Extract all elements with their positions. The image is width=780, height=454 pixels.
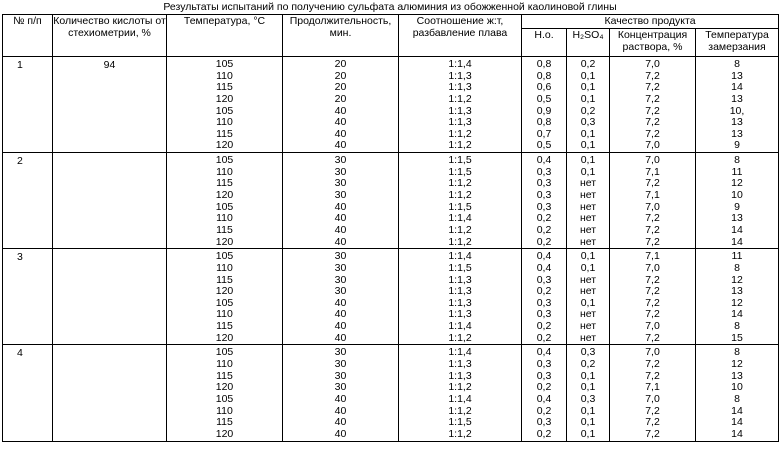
column-h2so4-cell: [567, 249, 610, 345]
freezing-temp-cell: 13: [731, 116, 743, 129]
h2so4-cell: нет: [579, 177, 597, 190]
column-ratio-cell: [399, 249, 522, 345]
h2so4-cell: 0,1: [580, 154, 596, 167]
duration-cell: 40: [334, 308, 347, 321]
insoluble-cell: 0,3: [536, 189, 552, 202]
concentration-cell: 7,2: [645, 81, 660, 94]
duration-cell: 40: [334, 427, 347, 440]
h2so4-cell: 0,1: [580, 296, 596, 309]
temperature-cell: 105: [215, 392, 234, 405]
temperature-cell: 115: [216, 223, 233, 236]
duration-cell: 30: [334, 177, 347, 190]
temperature-cell: 120: [215, 331, 234, 344]
acid-amount: 94: [53, 57, 167, 153]
concentration-cell: 7,0: [645, 58, 660, 70]
column-temperature-cell: [167, 249, 283, 345]
ratio-cell: 1:1,2: [448, 92, 472, 105]
freezing-temp-cell: 10: [731, 381, 743, 394]
h2so4-cell: 0,1: [580, 369, 596, 382]
h2so4-cell: 0,1: [580, 165, 596, 178]
column-insoluble-cell: [522, 57, 567, 153]
ratio-cell: 1:1,3: [448, 308, 472, 321]
header-temperature: Температура, °С: [167, 15, 283, 57]
results-body: [3, 57, 779, 442]
concentration-cell: 7,2: [645, 358, 660, 371]
column-duration-cell: [283, 249, 399, 345]
ratio-cell: 1:1,3: [448, 104, 472, 117]
concentration-cell: 7,2: [645, 331, 660, 344]
column-h2so4-cell: [567, 153, 610, 249]
column-insoluble-cell: [522, 249, 567, 345]
freezing-temp-cell: 14: [731, 308, 743, 321]
duration-cell: 30: [334, 189, 347, 202]
insoluble-cell: 0,8: [536, 116, 552, 129]
column-ratio-cell: [399, 153, 522, 249]
h2so4-cell: 0,3: [580, 392, 596, 405]
duration-cell: 30: [334, 154, 347, 167]
temperature-cell: 120: [215, 285, 234, 298]
ratio-cell: 1:1,2: [448, 235, 472, 248]
insoluble-cell: 0,2: [536, 285, 552, 298]
temperature-cell: 120: [215, 189, 234, 202]
freezing-temp-cell: 9: [734, 139, 740, 152]
insoluble-cell: 0,3: [536, 308, 552, 321]
ratio-cell: 1:1,2: [448, 404, 472, 417]
freezing-temp-cell: 14: [731, 223, 743, 236]
insoluble-cell: 0,3: [536, 200, 552, 213]
results-table: [2, 14, 779, 442]
concentration-cell: 7,2: [645, 69, 660, 82]
h2so4-cell: нет: [579, 189, 597, 202]
freezing-temp-cell: 13: [731, 92, 743, 105]
duration-cell: 30: [334, 165, 347, 178]
ratio-cell: 1:1,4: [448, 58, 472, 70]
concentration-cell: 7,2: [645, 404, 660, 417]
insoluble-cell: 0,4: [536, 154, 552, 167]
column-concentration-cell: [610, 153, 696, 249]
h2so4-cell: 0,1: [580, 427, 596, 440]
insoluble-cell: 0,4: [536, 346, 552, 359]
freezing-temp-cell: 8: [734, 261, 740, 274]
duration-cell: 30: [334, 250, 347, 263]
duration-cell: 40: [334, 320, 347, 333]
freezing-temp-cell: 13: [731, 369, 743, 382]
ratio-cell: 1:1,2: [448, 189, 472, 202]
h2so4-cell: 0,1: [580, 381, 596, 394]
duration-cell: 40: [334, 116, 347, 129]
temperature-cell: 110: [216, 212, 233, 225]
temperature-cell: 115: [216, 369, 233, 382]
acid-amount: [53, 249, 167, 345]
duration-cell: 30: [334, 273, 347, 286]
h2so4-cell: нет: [579, 273, 597, 286]
freezing-temp-cell: 14: [731, 416, 743, 429]
temperature-cell: 120: [215, 92, 234, 105]
temperature-cell: 110: [216, 69, 233, 82]
insoluble-cell: 0,2: [536, 223, 552, 236]
group-number: 3: [3, 249, 53, 345]
concentration-cell: 7,0: [645, 139, 660, 152]
temperature-cell: 120: [215, 139, 234, 152]
temperature-cell: 120: [215, 381, 234, 394]
temperature-cell: 105: [215, 104, 234, 117]
duration-cell: 40: [334, 212, 347, 225]
temperature-cell: 110: [216, 261, 233, 274]
column-concentration-cell: [610, 249, 696, 345]
concentration-cell: 7,2: [645, 416, 660, 429]
ratio-cell: 1:1,5: [448, 154, 472, 167]
column-freezing-temp-cell: [696, 345, 779, 441]
freezing-temp-cell: 8: [734, 346, 740, 359]
column-freezing-temp-cell: [696, 153, 779, 249]
insoluble-cell: 0,2: [536, 404, 552, 417]
concentration-cell: 7,2: [645, 235, 660, 248]
concentration-cell: 7,1: [645, 165, 660, 178]
freezing-temp-cell: 14: [731, 427, 743, 440]
header-ratio: Соотношение ж:т, разбавление плава: [399, 15, 522, 57]
duration-cell: 30: [334, 261, 347, 274]
header-concentration: Концентрация раствора, %: [610, 29, 696, 57]
column-freezing-temp-cell: [696, 57, 779, 153]
ratio-cell: 1:1,5: [448, 261, 472, 274]
concentration-cell: 7,2: [645, 177, 660, 190]
temperature-cell: 110: [216, 165, 233, 178]
table-row: [3, 249, 779, 345]
column-h2so4-cell: [567, 345, 610, 441]
h2so4-cell: нет: [579, 223, 597, 236]
table-row: [3, 57, 779, 153]
ratio-cell: 1:1,5: [448, 200, 472, 213]
ratio-cell: 1:1,4: [448, 346, 472, 359]
freezing-temp-cell: 11: [731, 250, 743, 263]
duration-cell: 30: [334, 358, 347, 371]
duration-cell: 40: [334, 331, 347, 344]
h2so4-cell: нет: [579, 308, 597, 321]
ratio-cell: 1:1,3: [448, 358, 472, 371]
temperature-cell: 110: [216, 116, 233, 129]
ratio-cell: 1:1,5: [448, 165, 472, 178]
duration-cell: 40: [334, 223, 347, 236]
insoluble-cell: 0,3: [536, 358, 552, 371]
concentration-cell: 7,2: [645, 92, 660, 105]
duration-cell: 40: [334, 139, 347, 152]
column-insoluble-cell: [522, 345, 567, 441]
h2so4-cell: 0,2: [580, 58, 596, 70]
duration-cell: 30: [334, 381, 347, 394]
ratio-cell: 1:1,3: [448, 116, 472, 129]
freezing-temp-cell: 15: [731, 331, 743, 344]
column-concentration-cell: [610, 57, 696, 153]
ratio-cell: 1:1,2: [448, 223, 472, 236]
duration-cell: 40: [334, 416, 347, 429]
ratio-cell: 1:1,3: [448, 69, 472, 82]
concentration-cell: 7,2: [645, 223, 660, 236]
column-duration-cell: [283, 153, 399, 249]
insoluble-cell: 0,3: [536, 296, 552, 309]
duration-cell: 30: [334, 285, 347, 298]
insoluble-cell: 0,5: [536, 92, 552, 105]
freezing-temp-cell: 10,: [729, 104, 745, 117]
freezing-temp-cell: 8: [734, 58, 740, 70]
freezing-temp-cell: 13: [731, 127, 743, 140]
h2so4-cell: 0,1: [580, 250, 596, 263]
insoluble-cell: 0,4: [536, 250, 552, 263]
insoluble-cell: 0,4: [536, 392, 552, 405]
h2so4-cell: нет: [579, 320, 597, 333]
concentration-cell: 7,2: [645, 296, 660, 309]
temperature-cell: 115: [216, 127, 233, 140]
header-quality: Качество продукта: [522, 15, 779, 29]
column-temperature-cell: [167, 345, 283, 441]
column-concentration-cell: [610, 345, 696, 441]
insoluble-cell: 0,2: [536, 331, 552, 344]
ratio-cell: 1:1,2: [448, 177, 472, 190]
column-duration-cell: [283, 345, 399, 441]
duration-cell: 30: [334, 369, 347, 382]
h2so4-cell: 0,1: [580, 69, 596, 82]
duration-cell: 40: [334, 296, 347, 309]
temperature-cell: 110: [216, 404, 233, 417]
h2so4-cell: нет: [579, 212, 597, 225]
freezing-temp-cell: 11: [731, 165, 743, 178]
ratio-cell: 1:1,3: [448, 81, 472, 94]
ratio-cell: 1:1,3: [448, 285, 472, 298]
temperature-cell: 120: [215, 427, 234, 440]
h2so4-cell: нет: [579, 235, 597, 248]
insoluble-cell: 0,2: [536, 381, 552, 394]
concentration-cell: 7,0: [645, 200, 660, 213]
duration-cell: 30: [334, 346, 347, 359]
concentration-cell: 7,0: [645, 392, 660, 405]
ratio-cell: 1:1,4: [448, 320, 472, 333]
column-temperature-cell: [167, 57, 283, 153]
temperature-cell: 105: [215, 296, 234, 309]
ratio-cell: 1:1,2: [448, 381, 472, 394]
freezing-temp-cell: 12: [731, 296, 743, 309]
table-row: [3, 345, 779, 441]
freezing-temp-cell: 10: [731, 189, 743, 202]
insoluble-cell: 0,2: [536, 212, 552, 225]
temperature-cell: 105: [215, 58, 234, 70]
freezing-temp-cell: 9: [734, 200, 740, 213]
freezing-temp-cell: 8: [734, 392, 740, 405]
duration-cell: 40: [334, 200, 347, 213]
concentration-cell: 7,0: [645, 320, 660, 333]
temperature-cell: 105: [215, 346, 234, 359]
h2so4-cell: 0,1: [580, 127, 596, 140]
insoluble-cell: 0,3: [536, 177, 552, 190]
insoluble-cell: 0,2: [536, 427, 552, 440]
insoluble-cell: 0,3: [536, 165, 552, 178]
concentration-cell: 7,0: [645, 154, 660, 167]
concentration-cell: 7,2: [645, 127, 660, 140]
freezing-temp-cell: 13: [731, 212, 743, 225]
duration-cell: 20: [334, 69, 347, 82]
header-num: № п/п: [3, 15, 53, 57]
h2so4-cell: 0,1: [580, 81, 596, 94]
ratio-cell: 1:1,2: [448, 139, 472, 152]
concentration-cell: 7,2: [645, 427, 660, 440]
ratio-cell: 1:1,4: [448, 250, 472, 263]
group-number: 1: [3, 57, 53, 153]
column-ratio-cell: [399, 345, 522, 441]
ratio-cell: 1:1,2: [448, 331, 472, 344]
insoluble-cell: 0,8: [536, 58, 552, 70]
concentration-cell: 7,2: [645, 212, 660, 225]
group-number: 2: [3, 153, 53, 249]
acid-amount: [53, 153, 167, 249]
freezing-temp-cell: 12: [731, 358, 743, 371]
column-freezing-temp-cell: [696, 249, 779, 345]
freezing-temp-cell: 13: [731, 69, 743, 82]
concentration-cell: 7,1: [645, 381, 660, 394]
temperature-cell: 120: [215, 235, 234, 248]
column-ratio-cell: [399, 57, 522, 153]
freezing-temp-cell: 12: [731, 177, 743, 190]
concentration-cell: 7,2: [645, 285, 660, 298]
h2so4-cell: 0,1: [580, 92, 596, 105]
duration-cell: 40: [334, 392, 347, 405]
column-insoluble-cell: [522, 153, 567, 249]
h2so4-cell: нет: [579, 285, 597, 298]
column-h2so4-cell: [567, 57, 610, 153]
ratio-cell: 1:1,3: [448, 369, 472, 382]
column-temperature-cell: [167, 153, 283, 249]
temperature-cell: 110: [216, 358, 233, 371]
header-h2so4: H₂SO₄: [567, 29, 610, 57]
temperature-cell: 105: [215, 154, 234, 167]
header-duration: Продолжительность, мин.: [283, 15, 399, 57]
ratio-cell: 1:1,3: [448, 296, 472, 309]
freezing-temp-cell: 14: [731, 404, 743, 417]
temperature-cell: 115: [216, 416, 233, 429]
h2so4-cell: 0,1: [580, 416, 596, 429]
h2so4-cell: 0,1: [580, 139, 596, 152]
insoluble-cell: 0,4: [536, 261, 552, 274]
duration-cell: 20: [334, 58, 347, 70]
h2so4-cell: 0,2: [580, 104, 596, 117]
concentration-cell: 7,2: [645, 116, 660, 129]
concentration-cell: 7,0: [645, 261, 660, 274]
temperature-cell: 115: [216, 177, 233, 190]
ratio-cell: 1:1,4: [448, 392, 472, 405]
acid-amount: [53, 345, 167, 441]
concentration-cell: 7,2: [645, 273, 660, 286]
ratio-cell: 1:1,4: [448, 212, 472, 225]
insoluble-cell: 0,7: [536, 127, 552, 140]
h2so4-cell: 0,3: [580, 346, 596, 359]
temperature-cell: 115: [216, 81, 233, 94]
table-caption: Результаты испытаний по получению сульфата алюминия из обожженной каолиновой глины: [163, 1, 617, 13]
insoluble-cell: 0,2: [536, 320, 552, 333]
header-acid: Количество кислоты от стехиометрии, %: [53, 15, 167, 57]
freezing-temp-cell: 13: [731, 285, 743, 298]
h2so4-cell: 0,2: [580, 358, 596, 371]
temperature-cell: 110: [216, 308, 233, 321]
header-insoluble: Н.о.: [522, 29, 567, 57]
h2so4-cell: нет: [579, 200, 597, 213]
duration-cell: 40: [334, 127, 347, 140]
freezing-temp-cell: 14: [731, 81, 743, 94]
duration-cell: 40: [334, 404, 347, 417]
insoluble-cell: 0,9: [536, 104, 552, 117]
concentration-cell: 7,1: [645, 250, 660, 263]
h2so4-cell: нет: [579, 331, 597, 344]
temperature-cell: 115: [216, 320, 233, 333]
freezing-temp-cell: 12: [731, 273, 743, 286]
insoluble-cell: 0,8: [536, 69, 552, 82]
group-number: 4: [3, 345, 53, 441]
concentration-cell: 7,2: [645, 369, 660, 382]
freezing-temp-cell: 8: [734, 320, 740, 333]
h2so4-cell: 0,3: [580, 116, 596, 129]
ratio-cell: 1:1,5: [448, 416, 472, 429]
insoluble-cell: 0,2: [536, 235, 552, 248]
h2so4-cell: 0,1: [580, 404, 596, 417]
duration-cell: 20: [334, 92, 347, 105]
concentration-cell: 7,1: [645, 189, 660, 202]
insoluble-cell: 0,3: [536, 273, 552, 286]
freezing-temp-cell: 8: [734, 154, 740, 167]
insoluble-cell: 0,5: [536, 139, 552, 152]
ratio-cell: 1:1,2: [448, 427, 472, 440]
freezing-temp-cell: 14: [731, 235, 743, 248]
table-row: [3, 153, 779, 249]
concentration-cell: 7,2: [645, 104, 660, 117]
insoluble-cell: 0,3: [536, 416, 552, 429]
concentration-cell: 7,2: [645, 308, 660, 321]
duration-cell: 20: [334, 81, 347, 94]
temperature-cell: 105: [215, 250, 234, 263]
insoluble-cell: 0,3: [536, 369, 552, 382]
insoluble-cell: 0,6: [536, 81, 552, 94]
temperature-cell: 105: [215, 200, 234, 213]
column-duration-cell: [283, 57, 399, 153]
ratio-cell: 1:1,3: [448, 273, 472, 286]
duration-cell: 40: [334, 235, 347, 248]
h2so4-cell: 0,1: [580, 261, 596, 274]
concentration-cell: 7,0: [645, 346, 660, 359]
temperature-cell: 115: [216, 273, 233, 286]
ratio-cell: 1:1,2: [448, 127, 472, 140]
duration-cell: 40: [334, 104, 347, 117]
header-freezing-temp: Температура замерзания: [696, 29, 779, 57]
